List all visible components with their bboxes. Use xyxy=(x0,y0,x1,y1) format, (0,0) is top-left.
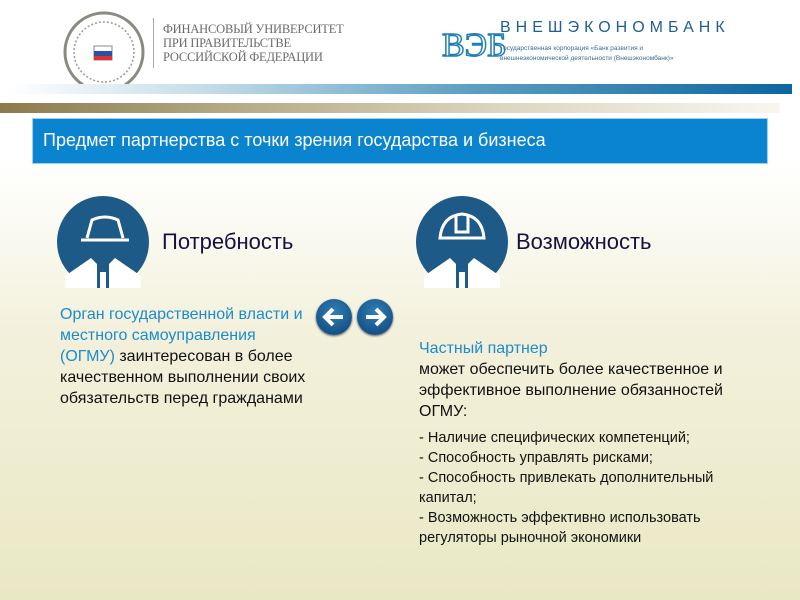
left-text: заинтересован в более качественном выполнении своих обязательств перед гражданами xyxy=(60,348,306,407)
arrow-right-icon[interactable] xyxy=(357,299,393,335)
university-line: ФИНАНСОВЫЙ УНИВЕРСИТЕТ xyxy=(163,22,344,36)
hardhat-icon xyxy=(416,196,508,288)
title-bar xyxy=(32,118,768,164)
right-subject: Частный партнер xyxy=(419,340,548,357)
list-item: - Наличие специфических компетенций; xyxy=(419,430,690,446)
bank-subtitle-line: Государственная корпорация «Банк развития и xyxy=(500,45,644,52)
bank-subtitle-line: внешнеэкономической деятельности (Внешэкономбанк)» xyxy=(500,55,674,62)
right-heading: Возможность xyxy=(516,229,652,254)
bank-name: ВНЕШЭКОНОМБАНК xyxy=(500,19,730,36)
svg-text:ВЭБ: ВЭБ xyxy=(442,27,507,64)
right-text: может обеспечить более качественное и эффективное выполнение обязанностей ОГМУ: xyxy=(419,361,723,420)
list-item: - Возможность эффективно использовать регуляторы рыночной экономики xyxy=(419,510,701,546)
list-item: - Способность привлекать дополнительный капитал; xyxy=(419,470,714,506)
arrow-left-icon[interactable] xyxy=(316,299,352,335)
left-subject: Орган государственной власти и местного самоуправления (ОГМУ) xyxy=(60,306,303,365)
university-seal-logo xyxy=(62,10,146,94)
bank-subtitle xyxy=(500,44,674,64)
blue-stripe xyxy=(8,84,792,94)
university-line: РОССИЙСКОЙ ФЕДЕРАЦИИ xyxy=(163,50,323,64)
left-body xyxy=(60,304,310,409)
left-heading: Потребность xyxy=(162,229,294,254)
university-name xyxy=(163,22,344,64)
bank-logo xyxy=(440,14,507,70)
gold-stripe xyxy=(0,103,780,113)
university-line: ПРИ ПРАВИТЕЛЬСТВЕ xyxy=(163,36,291,50)
right-body xyxy=(419,338,749,548)
right-list xyxy=(419,428,749,548)
slide-title: Предмет партнерства с точки зрения государства и бизнеса xyxy=(43,130,546,150)
logo-divider xyxy=(153,18,154,68)
list-item: - Способность управлять рисками; xyxy=(419,450,653,466)
official-hat-icon xyxy=(57,196,149,288)
